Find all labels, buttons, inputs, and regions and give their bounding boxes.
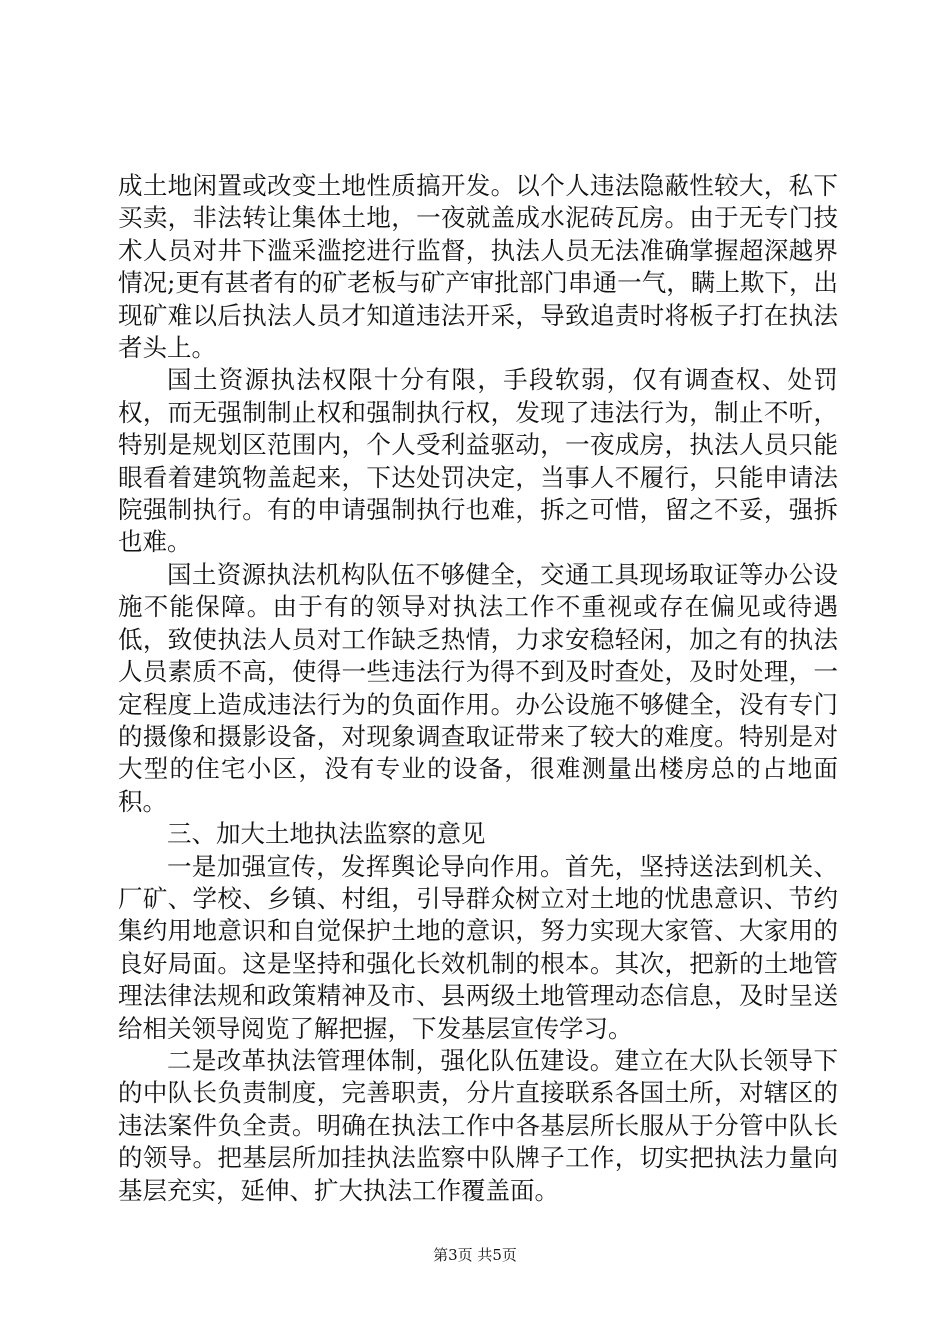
paragraph-enforcement-team: 国土资源执法机构队伍不够健全，交通工具现场取证等办公设施不能保障。由于有的领导对执法工作不重视或存在偏见或待遇低，致使执法人员对工作缺乏热情，力求安稳轻闲，加之有的执法人员素质不高，使得一些违法行为得不到及时查处，及时处理，一定程度上造成违法行为的负面作用。办公设施不够健全，没有专门的摄像和摄影设备，对现象调查取证带来了较大的难度。特别是对大型的住宅小区，没有专业的设备，很难测量出楼房总的占地面积。 xyxy=(118,559,838,816)
page-number-label: 第3页 共5页 xyxy=(433,1246,517,1264)
paragraph-continuation: 成土地闲置或改变土地性质搞开发。以个人违法隐蔽性较大，私下买卖，非法转让集体土地，一夜就盖成水泥砖瓦房。由于无专门技术人员对井下滥采滥挖进行监督，执法人员无法准确掌握超深越界情况;更有甚者有的矿老板与矿产审批部门串通一气，瞒上欺下，出现矿难以后执法人员才知道违法开采，导致追责时将板子打在执法者头上。 xyxy=(118,171,838,363)
page-footer xyxy=(0,1245,950,1265)
paragraph-publicity: 一是加强宣传，发挥舆论导向作用。首先，坚持送法到机关、厂矿、学校、乡镇、村组，引导群众树立对土地的忧患意识、节约集约用地意识和自觉保护土地的意识，努力实现大家管、大家用的良好局面。这是坚持和强化长效机制的根本。其次，把新的土地管理法律法规和政策精神及市、县两级土地管理动态信息，及时呈送给相关领导阅览了解把握，下发基层宣传学习。 xyxy=(118,851,838,1043)
document-body xyxy=(118,170,838,1207)
paragraph-management-reform: 二是改革执法管理体制，强化队伍建设。建立在大队长领导下的中队长负责制度，完善职责，分片直接联系各国土所，对辖区的违法案件负全责。明确在执法工作中各基层所长服从于分管中队长的领导。把基层所加挂执法监察中队牌子工作，切实把执法力量向基层充实，延伸、扩大执法工作覆盖面。 xyxy=(118,1045,838,1205)
paragraph-enforcement-authority: 国土资源执法权限十分有限，手段软弱，仅有调查权、处罚权，而无强制制止权和强制执行权，发现了违法行为，制止不听，特别是规划区范围内，个人受利益驱动，一夜成房，执法人员只能眼看着建筑物盖起来，下达处罚决定，当事人不履行，只能申请法院强制执行。有的申请强制执行也难，拆之可惜，留之不妥，强拆也难。 xyxy=(118,365,838,557)
section-heading-three: 三、加大土地执法监察的意见 xyxy=(167,819,486,849)
